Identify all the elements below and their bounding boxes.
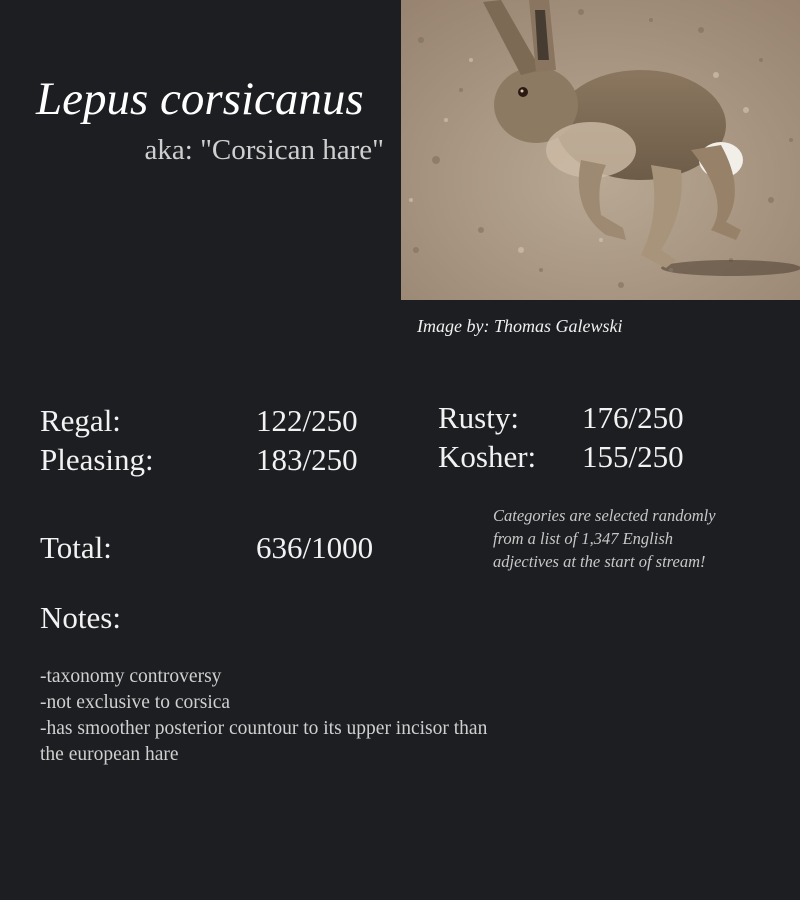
score-label-pleasing: Pleasing:: [40, 442, 154, 477]
hare-photo: [401, 0, 800, 300]
score-value-regal: 122/250: [256, 403, 358, 438]
common-name: aka: "Corsican hare": [144, 134, 384, 166]
total-label: Total:: [40, 530, 112, 565]
note-item: -not exclusive to corsica: [40, 692, 231, 713]
score-value-kosher: 155/250: [582, 439, 684, 474]
categories-footnote: Categories are selected randomly from a list of 1,347 English adjectives at the start of stream!: [493, 506, 716, 571]
notes-list: [40, 664, 510, 768]
scientific-name: Lepus corsicanus: [36, 73, 364, 125]
score-value-pleasing: 183/250: [256, 442, 358, 477]
score-label-kosher: Kosher:: [438, 439, 537, 474]
notes-title: Notes:: [40, 600, 121, 635]
score-value-rusty: 176/250: [582, 400, 684, 435]
total-value: 636/1000: [256, 530, 374, 565]
score-label-regal: Regal:: [40, 403, 121, 438]
image-credit: Image by: Thomas Galewski: [417, 316, 623, 336]
note-item: -has smoother posterior countour to its upper incisor than the european hare: [40, 718, 488, 765]
score-label-rusty: Rusty:: [438, 400, 519, 435]
note-item: -taxonomy controversy: [40, 666, 222, 687]
